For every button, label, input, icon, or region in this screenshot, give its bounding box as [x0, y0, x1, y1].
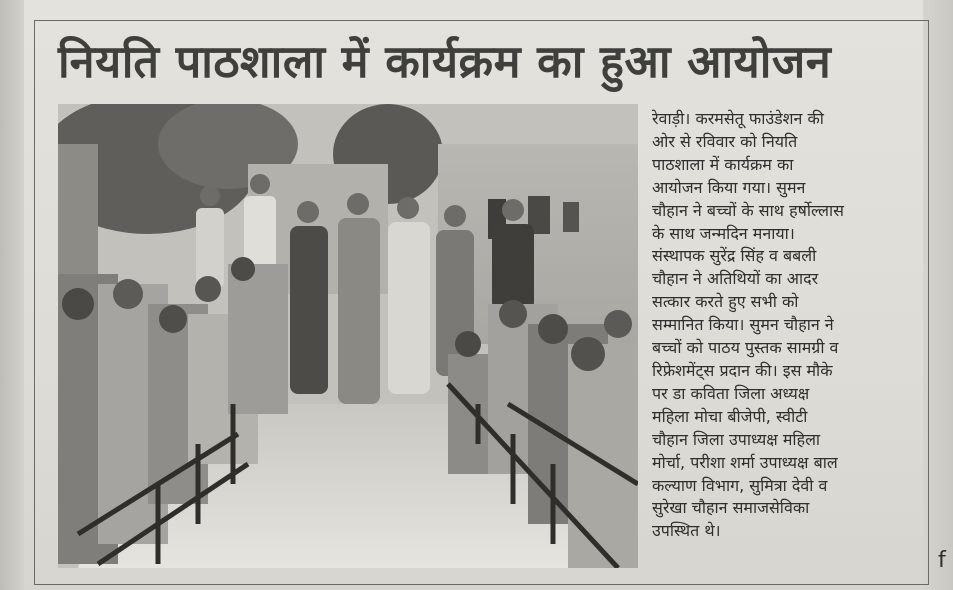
adjacent-page-left: [0, 0, 24, 590]
headline: नियति पाठशाला में कार्यक्रम का हुआ आयोजन: [58, 35, 832, 88]
article-body: रेवाड़ी। करमसेतू फाउंडेशन की ओर से रविवार को नियति पाठशाला में कार्यक्रम का आयोजन किया गया। सुमन चौहान ने बच्चों के साथ हर्षोल्लास के साथ जन्मदिन मनाया। संस्थापक सुरेंद्र सिंह व बबली चौहान ने अतिथियों का आदर सत्कार करते हुए सभी को सम्मानित किया। सुमन चौहान ने बच्चों को पाठय पुस्तक सामग्री व रिफ्रेशमेंट्स प्रदान की। इस मौके पर डा कविता जिला अध्यक्ष महिला मोचा बीजेपी, स्वीटी चौहान जिला उपाध्यक्ष महिला मोर्चा, परीशा शर्मा उपाध्यक्ष बाल कल्याण विभाग, सुमित्रा देवी व सुरेखा चौहान समाजसेविका उपस्थित थे।: [652, 109, 844, 541]
news-photo-icon: [58, 104, 638, 568]
news-photo: [58, 104, 638, 568]
adjacent-column-fragment: f: [938, 548, 946, 573]
